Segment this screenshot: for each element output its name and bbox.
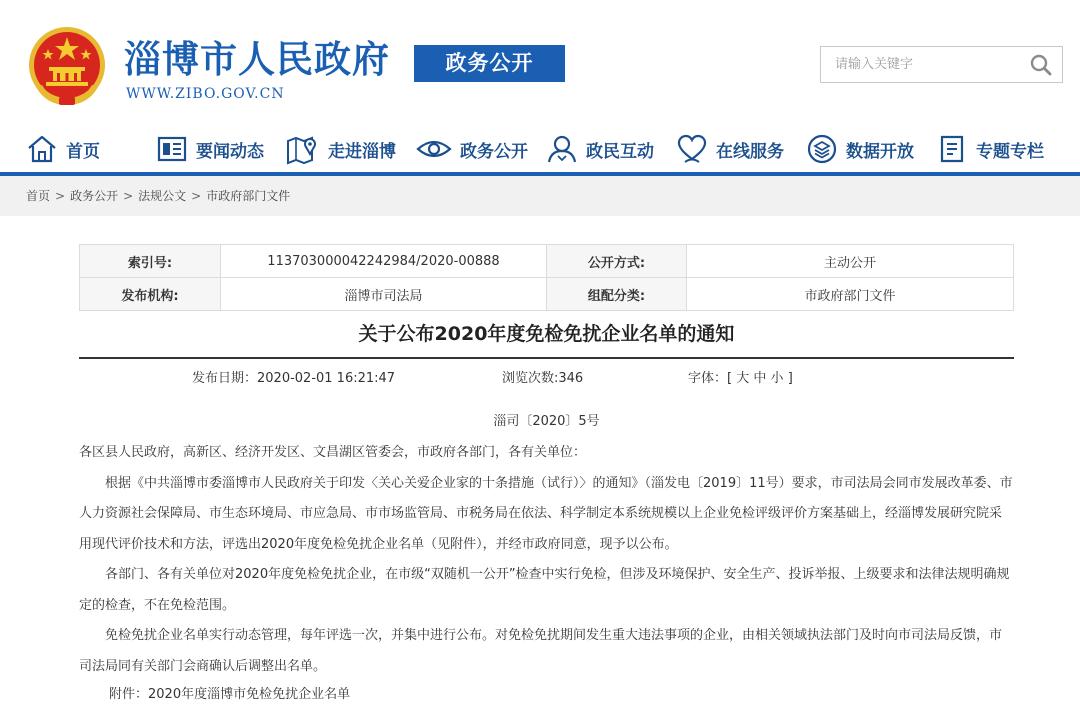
national-emblem-icon[interactable] <box>26 25 108 109</box>
site-title[interactable]: 淄博市人民政府 <box>124 38 390 81</box>
nav-label: 政务公开 <box>460 141 528 162</box>
nav-item-online-service[interactable] <box>676 126 784 172</box>
nav-item-about-zibo[interactable] <box>286 126 396 172</box>
breadcrumb-item-dept-docs[interactable]: 市政府部门文件 <box>206 189 291 203</box>
attachment-link[interactable]: 附件：2020年度淄博市免检免扰企业名单 <box>109 687 351 702</box>
user-icon <box>546 133 578 165</box>
map-icon <box>286 133 320 165</box>
nav-item-special-topics[interactable] <box>936 126 1044 172</box>
nav-item-open-data[interactable] <box>806 126 914 172</box>
breadcrumb-separator: > <box>55 189 66 203</box>
breadcrumb-item-home[interactable]: 首页 <box>26 189 51 203</box>
nav-label: 数据开放 <box>846 141 914 162</box>
breadcrumb-separator: > <box>191 189 202 203</box>
index-value: 113703000042242984/2020-00888 <box>221 245 547 278</box>
nav-item-home[interactable] <box>26 126 100 172</box>
site-header <box>0 0 1080 118</box>
heart-icon <box>676 133 708 165</box>
open-method-label: 公开方式: <box>547 245 687 278</box>
document-number: 淄司〔2020〕5号 <box>493 414 600 429</box>
document-icon <box>936 133 968 165</box>
news-icon <box>156 133 188 165</box>
site-url[interactable]: WWW.ZIBO.GOV.CN <box>126 86 285 102</box>
font-size-switcher <box>688 370 793 388</box>
nav-label: 在线服务 <box>716 141 784 162</box>
home-icon <box>26 133 58 165</box>
search-box <box>820 46 1063 83</box>
nav-label: 要闻动态 <box>196 141 264 162</box>
eye-icon <box>416 133 452 165</box>
section-badge[interactable]: 政务公开 <box>414 45 565 82</box>
category-value: 市政府部门文件 <box>687 278 1014 311</box>
nav-label: 首页 <box>66 141 100 162</box>
body-paragraph-salutation: 各区县人民政府，高新区、经济开发区、文昌湖区管委会，市政府各部门，各有关单位： <box>79 445 587 460</box>
nav-item-gov-affairs[interactable] <box>416 126 528 172</box>
font-small-button[interactable]: 小 <box>770 371 784 386</box>
breadcrumb <box>26 176 290 216</box>
category-label: 组配分类: <box>547 278 687 311</box>
nav-item-news[interactable] <box>156 126 264 172</box>
issuer-label: 发布机构: <box>80 278 221 311</box>
font-medium-button[interactable]: 中 <box>753 371 767 386</box>
body-paragraph: 根据《中共淄博市委淄博市人民政府关于印发〈关心关爱企业家的十条措施（试行）〉的通知》（淄发电〔2019〕11号）要求，市司法局会同市发展改革委、市人力资源社会保障局、市生态环境局、市应急局、市市场监管局、市税务局在依法、科学制定本系统规模以上企业免检评级评价方案基础上，经淄博发展研究院采用现代评价技术和方法，评选出2020年度免检免扰企业名单（见附件），并经市政府同意，现予以公布。 <box>79 475 1013 552</box>
nav-label: 走进淄博 <box>328 141 396 162</box>
breadcrumb-separator: > <box>123 189 134 203</box>
title-divider <box>79 357 1014 359</box>
document-title: 关于公布2020年度免检免扰企业名单的通知 <box>358 323 735 345</box>
index-label: 索引号: <box>80 245 221 278</box>
table-row <box>80 278 1014 311</box>
view-count: 浏览次数:346 <box>502 371 584 386</box>
main-nav <box>0 126 1080 172</box>
font-large-button[interactable]: 大 <box>736 371 750 386</box>
breadcrumb-item-regulations[interactable]: 法规公文 <box>138 189 187 203</box>
body-paragraph: 免检免扰企业名单实行动态管理，每年评选一次，并集中进行公布。对免检免扰期间发生重大违法事项的企业，由相关领域执法部门及时向市司法局反馈，市司法局同有关部门会商确认后调整出名单。 <box>79 628 1003 674</box>
search-input[interactable] <box>821 47 1021 82</box>
body-paragraph: 各部门、各有关单位对2020年度免检免扰企业，在市级“双随机一公开”检查中实行免检，但涉及环境保护、安全生产、投诉举报、上级要求和法律法规明确规定的检查，不在免检范围。 <box>79 567 1010 613</box>
nav-item-interaction[interactable] <box>546 126 654 172</box>
issuer-value: 淄博市司法局 <box>221 278 547 311</box>
font-size-close: ] <box>787 371 793 386</box>
breadcrumb-bar <box>0 176 1080 216</box>
search-icon[interactable] <box>1028 53 1054 77</box>
font-size-label: 字体：[ <box>688 371 733 386</box>
data-layers-icon <box>806 133 838 165</box>
nav-label: 专题专栏 <box>976 141 1044 162</box>
table-row <box>80 245 1014 278</box>
open-method-value: 主动公开 <box>687 245 1014 278</box>
document-info-table <box>79 244 1014 311</box>
publish-date: 发布日期：2020-02-01 16:21:47 <box>192 371 396 386</box>
breadcrumb-item-gov-affairs[interactable]: 政务公开 <box>70 189 119 203</box>
document-body <box>79 438 1014 682</box>
nav-label: 政民互动 <box>586 141 654 162</box>
